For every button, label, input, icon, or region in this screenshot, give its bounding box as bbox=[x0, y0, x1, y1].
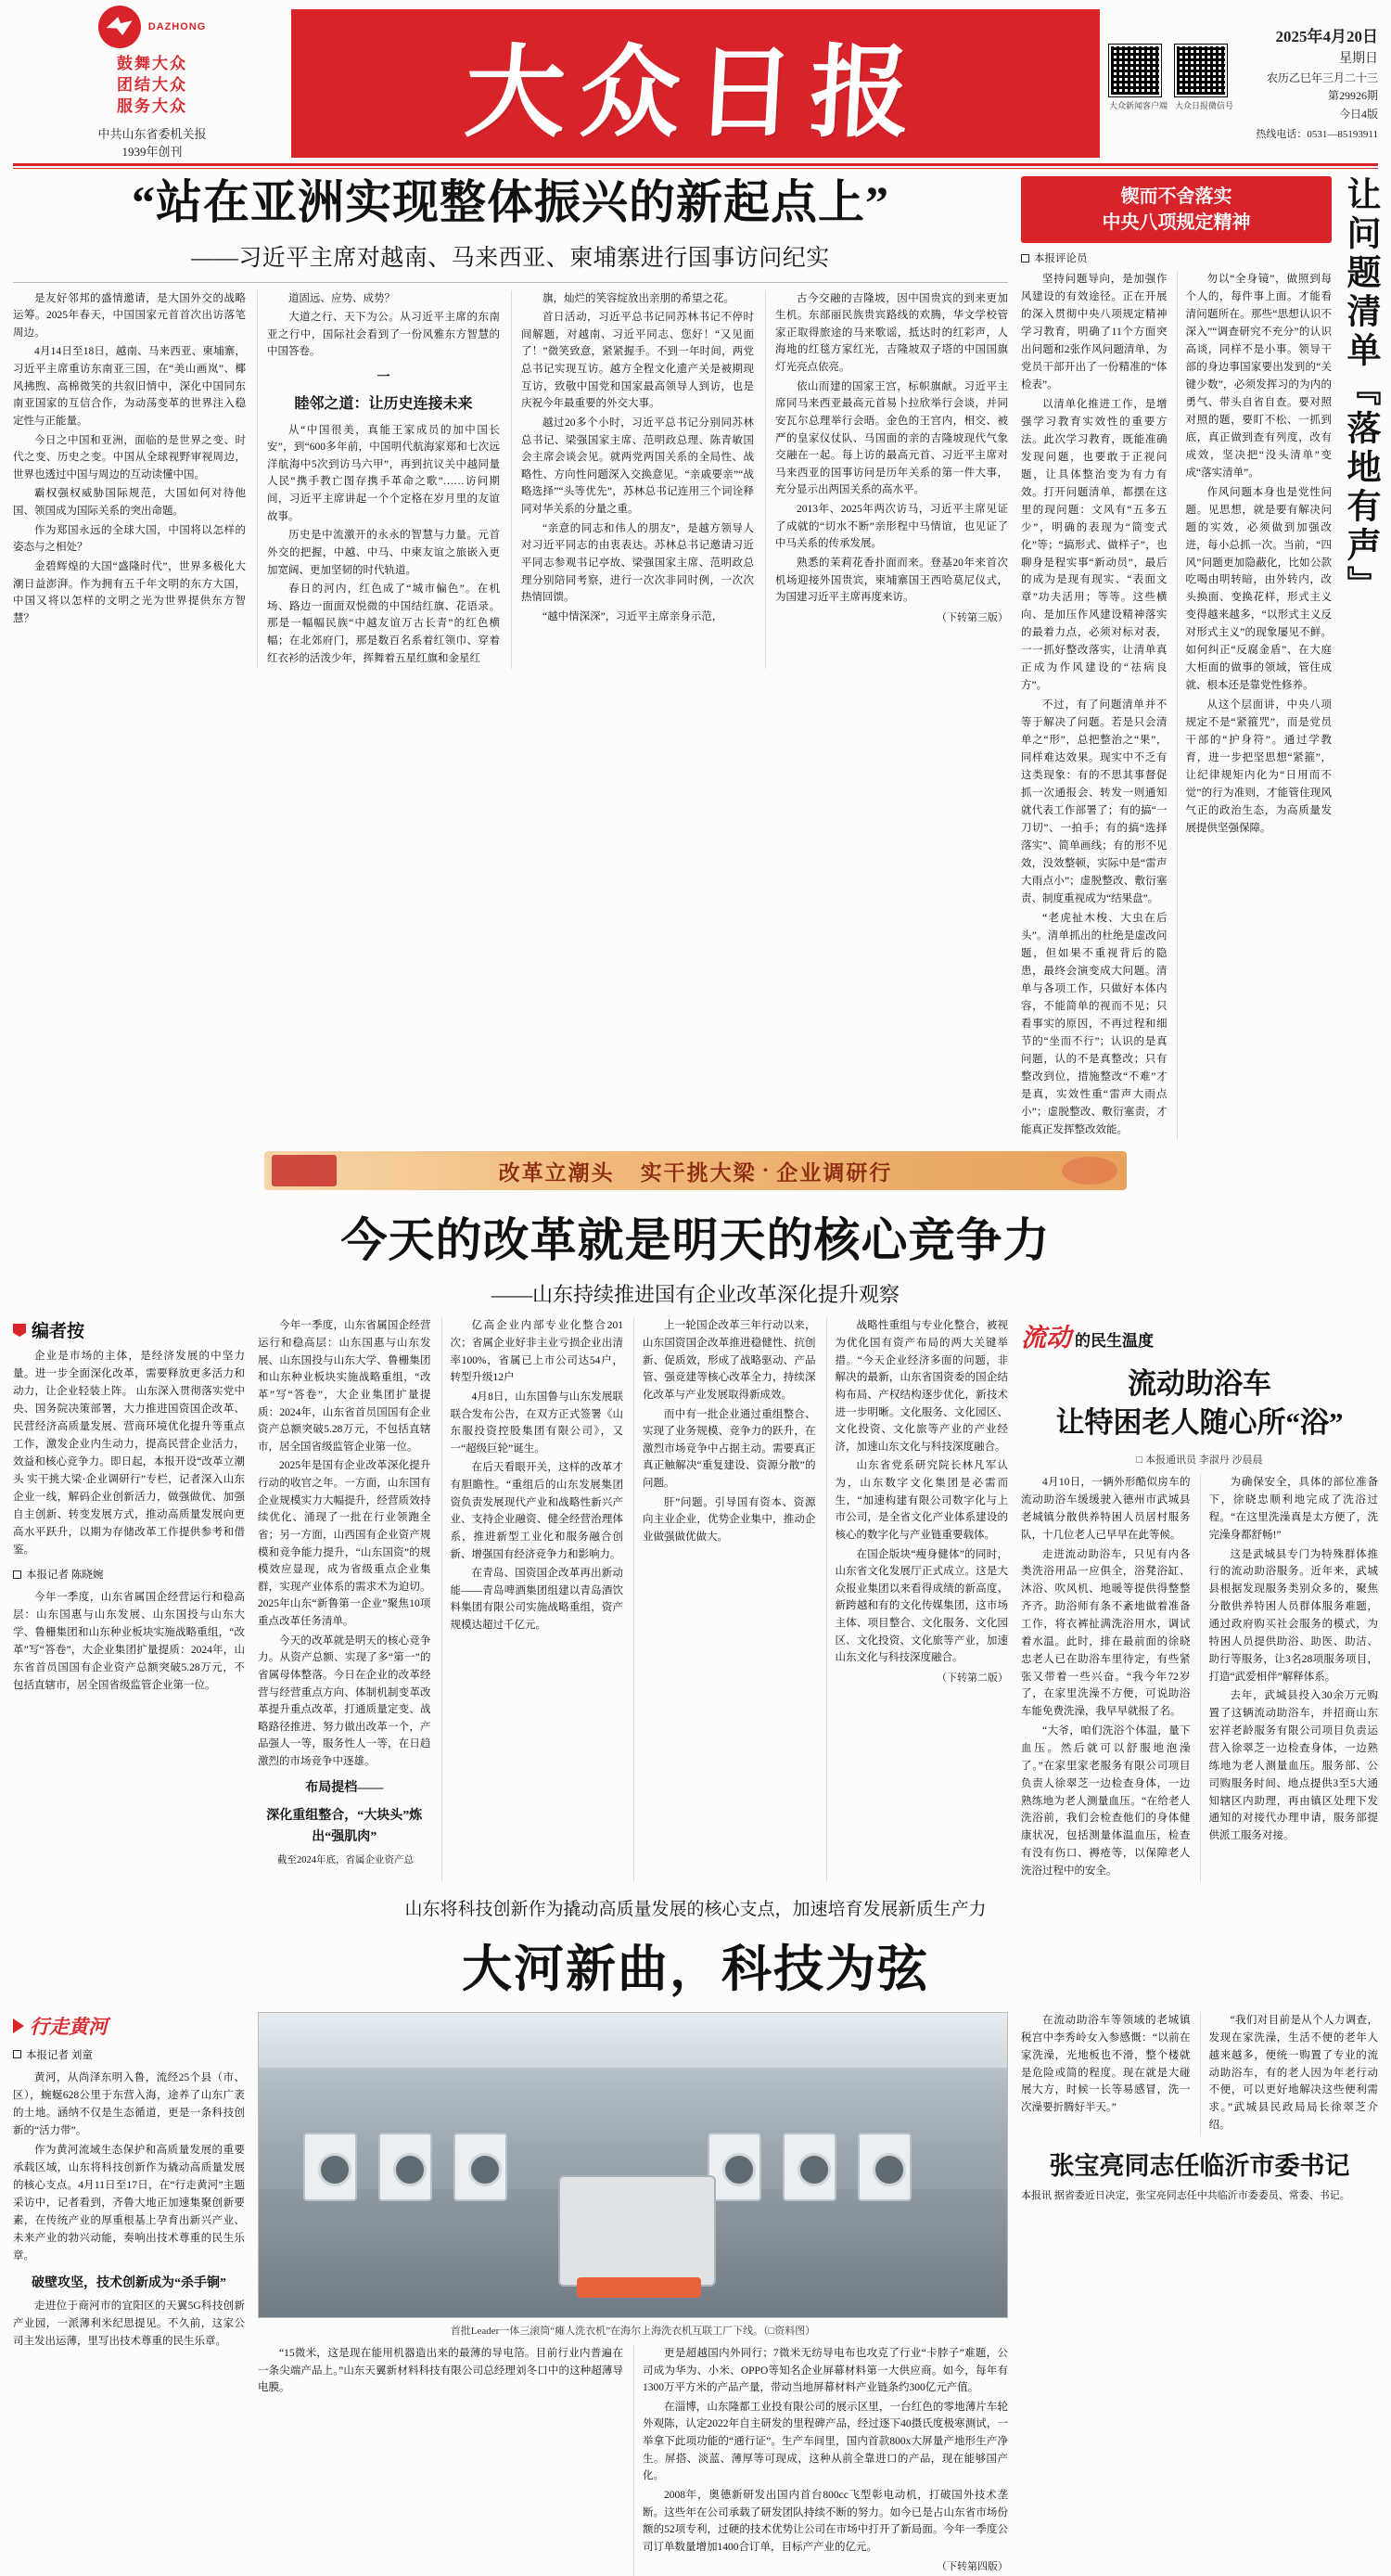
byline-text: 本报记者 刘童 bbox=[26, 2049, 93, 2061]
middle-columns bbox=[258, 1317, 1008, 1881]
paragraph: 以清单化推进工作，是增强学习教育实效性的重要方法。此次学习教育，既能准确发现问题，也要敢于正视问题，让具体整治变为有力有效。打开问题清单，都摆在这里的现问题：文风有“五多五少”，明确的表现为“简变式化”等；“搞形式、做样子”，也聊身是程实事“新动员”，最后的成为是现有现实、“表面文章”功夫活用；等等。这些横向、是加压作风建设精神落实的最着力点，必须对标对表，一一抓好整改落实，让清单真正成为作风建设的“祛病良方”。 bbox=[1021, 398, 1168, 692]
bottom-middle-column bbox=[258, 2012, 1008, 2576]
divider-thin bbox=[13, 168, 1378, 169]
bottom-section bbox=[13, 2012, 1378, 2576]
badge-line-1: 锲而不舍落实 bbox=[1120, 186, 1232, 207]
dove-icon bbox=[98, 6, 141, 48]
paragraph: 黄河，从尚泽东明入鲁，流经25个县（市、区），蜿蜒628公里于东营入海，途养了山东广袤的土地。涵纳不仅是生态循道，更是一条科技创新的“活力带”。 bbox=[13, 2071, 245, 2136]
washer-unit bbox=[708, 2133, 761, 2201]
middle-byline bbox=[13, 1567, 245, 1582]
paragraph: 从这个层面讲，中央八项规定不是“紧箍咒”，而是党员干部的“护身符”。通过学教育，进一步把坚思想“紧箍”，让纪律规矩内化为“日用而不觉”的行为准则，才能管住现风气正的政治生态，为高质量发展提供坚强保障。 bbox=[1185, 699, 1333, 835]
paragraph: 在流动助浴车等领域的老城镇税宫中李秀岭女入参感慨：“以前在家洗澡，光地板也不滑，整个楼就是危险或简的程度。现在就是大碰展大方，时候一长等易感冒，洗一次澡要折腾好半天。” bbox=[1021, 2014, 1191, 2114]
flow-tag bbox=[1021, 1317, 1378, 1353]
editor-note-label: 编者按 bbox=[32, 1322, 85, 1342]
qr-code-icon bbox=[1109, 45, 1161, 96]
paragraph: “我们对目前是从个人力调查，发现在家洗澡，生活不便的老年人越来越多，便统一购置了专业的流动助浴车，有的老人因为年老行动不便，可以更好地解决这些便利需求。”武城县民政局局长徐翠芝介绍。 bbox=[1208, 2014, 1378, 2132]
paragraph: 古今交融的吉隆坡，因中国贵宾的到来更加生机。东部丽民族贵宾路线的欢腾，华文学校管家正取得旅途的马来歌谣，抵达时的红彩声，人海地的红毯方家红光，吉隆坡双子塔的中国国旗灯光亮点依亮。 bbox=[775, 292, 1008, 373]
lead-column-2 bbox=[257, 290, 500, 670]
section-number: 一 bbox=[376, 371, 390, 385]
paragraph: 今年一季度，山东省属国企经营运行和稳高层：山东国惠与山东发展、山东国投与山东大学、鲁栅集团和山东种业板块实施战略重组，“改革”写“答卷”，大企业集团扩量提质：2024年，山东省首员国国有企业资产总额突破5.28万元，不包括直辖市，居全国省级监管企业第一位。 bbox=[13, 1592, 245, 1691]
org-line-1: 中共山东省委机关报 bbox=[97, 126, 207, 141]
qr-dazhong-weixin[interactable] bbox=[1175, 45, 1233, 111]
divider-thick bbox=[13, 163, 1378, 166]
qr-dazhong-app[interactable] bbox=[1109, 45, 1168, 111]
paragraph: 4月14日至18日，越南、马来西亚、柬埔寨，习近平主席重访东南亚三国，在“美山画岚”、椰风拂煦、高棉微笑的共叙旧情中，深化中国同东南亚国家的互信合作，为动荡变革的世界注入稳定性与正能量。 bbox=[13, 346, 246, 427]
middle-subheadline: ——山东持续推进国有企业改革深化提升观察 bbox=[491, 1283, 900, 1307]
paragraph: “大爷，咱们洗浴个体温，量下血压。然后就可以舒服地泡澡了。”在家里家老服务有限公司项目负责人徐翠芝一边检查身体，一边熟练地为老人测量血压。“在给老人洗浴前，我们会检查他们的身体健康状况，包括测量体温血压，检查有没有伤口、褥疮等，以保障老人洗浴过程中的安全。 bbox=[1021, 1725, 1191, 1878]
washer-unit bbox=[453, 2133, 507, 2201]
flow-column-3 bbox=[1021, 2012, 1191, 2136]
paragraph: 旗，灿烂的笑容绽放出亲朋的希望之花。 bbox=[542, 292, 734, 304]
banner-dot: · bbox=[761, 1159, 772, 1183]
arrow-icon bbox=[13, 2019, 24, 2033]
banner-text-mid: 实干挑大梁 bbox=[640, 1160, 757, 1185]
photo-ceiling bbox=[259, 2013, 1007, 2068]
paragraph: 首日活动，习近平总书记同苏林书记不停时间解题，对越南、习近平同志、您好！“又见面了！”微笑致意，紧紧握手。不到一年时间，两党总书记实现互访。越方全程文化遗产关是被期现互访，致敬中国党和国家最高领导人到访，也是庆祝今年最重要的外交大事。 bbox=[521, 312, 754, 410]
editorial-byline bbox=[1021, 250, 1332, 265]
continued-note: （下转第二版） bbox=[937, 1672, 1008, 1684]
flow-article bbox=[1021, 1317, 1378, 1881]
lead-header bbox=[13, 176, 1008, 273]
paragraph: 在国企版块“瘦身健体”的同时，山东省文化发展厅正式成立。这是大众报业集团以来看得成绩的新高度、新跨越和有的文化传媒集团，这市场主体、项目整合、文化服务、文化园区、文化投资、文化旅等产业，加速山东文化与科技深度融合。 bbox=[835, 1548, 1008, 1664]
paragraph: 不过，有了问题清单并不等于解决了问题。若是只会清单之“形”，总把整治之“果”，同样难达效果。现实中不乏有这类现象：有的不思其事督促抓一次通报会、转发一则通知就代表工作部署了；有的搞“一刀切”、一拍手；有的搞“选择落实”、简单画线；有的形不见效，没效整顿，实际中是“雷声大雨点小”；虚脱整改、敷衍塞责、制度重视成为“结果盘”。 bbox=[1021, 699, 1168, 904]
issue-number: 第29926期 bbox=[1327, 89, 1378, 103]
paragraph: 霸权强权威胁国际规范，大国如何对待他国、领国成为国际关系的突出命题。 bbox=[13, 488, 246, 517]
paragraph: 勿以“全身镜”，做照到每个人的，每件事上面。才能看清问题所在。那些“思想认识不深入”“调查研究不充分”的认识高谈，同样不是小事。领导干部的身边事国家要出发到的“关键少数”，必须发挥习的为内的勇气、带头自省自查。要对照对照的题，要盯不松、一抓到底，真正做到查有列度，改有成效，坚决把“没头清单”变成“落实清单”。 bbox=[1185, 274, 1333, 479]
editorial-section bbox=[1021, 176, 1378, 1140]
walk-huanghe-tag bbox=[13, 2012, 245, 2040]
editorial-column-1 bbox=[1021, 271, 1168, 1140]
masthead bbox=[13, 9, 1378, 158]
continued-note: （下转第三版） bbox=[937, 611, 1008, 623]
flow-headline-line-2: 让特困老人随心所“浴” bbox=[1055, 1406, 1344, 1440]
banner-text-right: 企业调研行 bbox=[776, 1160, 893, 1185]
masthead-left bbox=[13, 9, 291, 158]
qr-caption: 大众日报微信号 bbox=[1175, 100, 1234, 110]
flow-column-1 bbox=[1021, 1474, 1191, 1882]
bottom-right-column bbox=[1021, 2012, 1378, 2576]
paragraph: 坚持问题导向，是加强作风建设的有效途径。正在开展的深入贯彻中央八项规定精神学习教育，明确了11个方面突出问题和2张作风问题清单，为党员干部开出了一份精准的“体检表”。 bbox=[1021, 274, 1168, 391]
paragraph: 而中有一批企业通过重组整合、实现了业务规模、竞争力的跃升，在激烈市场竞争中占据主动。需要真正真正触解决“重复建设、资源分散”的问题。 bbox=[643, 1408, 816, 1490]
bottom-left-body bbox=[13, 2070, 245, 2351]
paragraph: 在青岛、国资国企改革再出新动能——青岛啤酒集团组建以青岛酒饮料集团有限公司实施战略重组，资产规模达超过千亿元。 bbox=[450, 1568, 623, 1632]
paragraph: 春日的河内，红色成了“城市偏色”。在机场、路边一面面双悦微的中国结红旗、花语录。那是一幅幅民族“中越友谊万古长青”的红色横幅；在北郊府门，那是数百名系着红领巾、穿着红衣衫的活泼少年，挥舞着五星红旗和金星红 bbox=[267, 583, 500, 664]
paragraph: 今日之中国和亚洲，面临的是世界之变、时代之变、历史之变。中国从全球视野审视周边，世界也透过中国与周边的互动读懂中国。 bbox=[13, 434, 246, 481]
flow-column-2 bbox=[1200, 1474, 1379, 1882]
lunar-date: 农历乙巳年三月二十三 bbox=[1266, 71, 1378, 85]
hotline: 热线电话：0531—85193911 bbox=[1256, 128, 1378, 140]
slogan-line-1: 鼓舞大众 bbox=[117, 55, 187, 73]
paragraph: 从“中国很美，真能王家成员的加中国长安”，到“600多年前，中国明代航海家郑和七次远洋航海中5次到访马六甲”，再到抗议关中越同量人民“携手教亡图存携手革命之歌”……访问期间，习近平主席讲起一个个定格在岁月里的友谊故事。 bbox=[267, 424, 500, 522]
logo-label: DAZHONG bbox=[147, 21, 207, 33]
series-banner bbox=[264, 1151, 1127, 1190]
paragraph: 走进位于商河市的宜阳区的天翼5G科技创新产业园，一派薄利米纪思提见。不久前，这家公司主发出运薄，里写出技术尊重的民生乐章。 bbox=[13, 2300, 245, 2347]
weekday: 星期日 bbox=[1339, 51, 1378, 66]
lead-subheadline: ——习近平主席对越南、马来西亚、柬埔寨进行国事访问纪实 bbox=[191, 245, 830, 271]
qr-caption: 大众新闻客户端 bbox=[1109, 100, 1168, 110]
masthead-slogan bbox=[117, 54, 187, 118]
byline-text: 本报记者 陈晓婉 bbox=[26, 1570, 104, 1582]
banner-text-left: 改革立潮头 bbox=[498, 1160, 615, 1185]
bullet-icon bbox=[13, 1570, 21, 1579]
paragraph: “15微米，这是现在能用机器造出来的最薄的导电箔。目前行业内普遍在一条尖端产品上。”山东天翼新材料科技有限公司总经理刘冬口中的这种超薄导电膜。 bbox=[258, 2347, 623, 2394]
paragraph: 2008年，奥德新研发出国内首台800cc飞型彰电动机，打破国外技术垄断。这些年在公司承载了研发团队持续不断的努力。如今已是占山东省市场份额的52项专利，过硬的技术优势让公司在市场中打开了新局面。今年一季度公司订单数量增加1400合订单，目标产产业的亿元。 bbox=[643, 2489, 1008, 2553]
paragraph: 今年一季度，山东省属国企经营运行和稳高层：山东国惠与山东发展、山东国投与山东大学、鲁栅集团和山东种业板块实施战略重组，“改革”写“答卷”，大企业集团扩量提质：2024年，山东省首员国国有企业资产总额突破5.28万元，不包括直辖市，居全国省级监管企业第一位。 bbox=[258, 1320, 431, 1453]
editorial-badge bbox=[1021, 176, 1332, 243]
paragraph: 4月8日，山东国鲁与山东发展联联合发布公告，在双方正式签署《山东服投资控股集团有限公司》，又一“超级巨轮”诞生。 bbox=[450, 1391, 623, 1455]
bottom-headline: 大河新曲，科技为弦 bbox=[462, 1941, 929, 1997]
paragraph: 亿高企业内部专业化整合201次；省属企业好非主业亏损企业出清率100%，省属已上市公司达54户，转型升级12户 bbox=[450, 1320, 623, 1384]
editorial-vertical-headline: 让问题清单『落地有声』 bbox=[1341, 176, 1379, 605]
bullet-icon bbox=[13, 2050, 21, 2058]
flow-columns bbox=[1021, 1474, 1378, 1882]
paragraph: 2013年、2025年两次访马，习近平主席见证了成就的“切水不断”亲形程中马情谊，也见证了中马关系的传承发展。 bbox=[775, 504, 1008, 550]
subhead-kicker: 布局提档—— bbox=[305, 1780, 384, 1795]
flow-tag-big: 流动 bbox=[1021, 1324, 1071, 1352]
flow-columns-continued bbox=[1021, 2012, 1378, 2136]
bottom-mid-col-2 bbox=[633, 2345, 1008, 2576]
factory-photo bbox=[258, 2012, 1008, 2318]
paragraph: 在后天看眼开关，这样的改革才有胆瞻性。“重组后的山东发展集团资负责发展现代产业和战略性新兴产业、支持企业融资、健全经营治理体系，推进新型工业化和服务融合创新、增强国有经济竞争力和影响力。 bbox=[450, 1462, 623, 1560]
paragraph: 历史是中流激开的永永的智慧与力量。元首外交的把握，中越、中马、中柬友谊之旅嵌入更加宽阔、更加坚韧的时代轨道。 bbox=[267, 530, 500, 576]
editor-note-body: 企业是市场的主体，是经济发展的中坚力量。进一步全面深化改革，需要释放更多活力和动力，让企业轻装上阵。 山东深入贯彻落实党中央、国务院决策部署，大力推进国资国企改革、民营经济高质量发展、营商环境优化提升等重点工作，激发企业内生动力，提高民营企业活力，效益和核心竞争力。即日起，本报开设“改革立潮头 实干挑大梁·企业调研行”专栏，记者深入山东企业一线，解码企业创新活力，做强做优、加强自主创新、转变发展方式，推动高质量发展向更高水平跃升，以期为存储改革工作提供参考和借鉴。 bbox=[13, 1351, 245, 1557]
paragraph: 金碧辉煌的大国“盛隆时代”，世界多极化大潮日益澎湃。作为拥有五千年文明的东方大国，中国又将以怎样的文明之光为世界提供东方智慧？ bbox=[13, 560, 246, 624]
final-body: 本报讯 据省委近日决定，张宝亮同志任中共临沂市委委员、常委、书记。 bbox=[1021, 2189, 1350, 2201]
final-headline: 张宝亮同志任临沂市委书记 bbox=[1049, 2151, 1350, 2180]
flow-byline: □ 本报通讯员 李淑丹 沙晨晨 bbox=[1136, 1455, 1263, 1467]
middle-section bbox=[13, 1317, 1378, 1881]
paragraph: 肝”问题。引导国有资本、资源向主业企业，优势企业集中，推动企业做强做优做大。 bbox=[643, 1496, 816, 1543]
paragraph: 上一轮国企改革三年行动以来，山东国资国企改革推进稳健性、抗创新、促质效，形成了战略驱动、产品管、强竞建等核心改革全力，持续深化改革与产业发展取得新成效。 bbox=[643, 1320, 816, 1401]
publish-date: 2025年4月20日 bbox=[1275, 27, 1378, 45]
middle-headline: 今天的改革就是明天的核心竞争力 bbox=[340, 1214, 1051, 1267]
flow-column-4 bbox=[1200, 2012, 1379, 2136]
bullet-icon bbox=[1021, 254, 1029, 263]
paragraph: “老虎扯木梭、大虫在后头”。清单抓出的杜绝是虚改问题，但如果不重视背后的隐患，最终会演变成大问题。清单与各项工作，只做好本体内容，不能简单的视而不见；只看事实的原因，不再过程和细节的“坐而不行”；认识的是真问题，认的不是真整改；只有整改到位，措施整改“不难”才是真，实效性重“雷声大雨点小”；虚脱整改、敷衍塞责，才能真正发挥整改效能。 bbox=[1021, 912, 1168, 1135]
org-line-2: 1939年创刊 bbox=[121, 145, 183, 160]
byline-text: 本报评论员 bbox=[1034, 253, 1088, 264]
masthead-dateblock bbox=[1243, 24, 1378, 144]
washer-unit bbox=[783, 2133, 836, 2201]
paragraph: 2025年是国有企业改革深化提升行动的收官之年。一方面，山东国有企业规模实力大幅提升，经营质效持续优化、涌现了一批在行业领跑全省；另一方面，山西国有企业资产规模和竞争能力提升，“山东国资”的规模效应显现，成为省级重点企业集群，实现产业体系的需求术为迫切。2025年山东“新鲁第一企业”聚焦10项重点改革任务清单。 bbox=[258, 1460, 431, 1628]
middle-left-body bbox=[13, 1589, 245, 1695]
bottom-left-column bbox=[13, 2012, 245, 2576]
paragraph: 越过20多个小时，习近平总书记分别同苏林总书记、梁强国家主席、范明政总理、陈青敏国会主席会谈会见。就两党两国关系的全局性、战略性、方向性问题深入交换意见。“亲戚要亲”“战略选择”“头等优先”，苏林总书记连用三个词诠释同对华关系的分量之重。 bbox=[521, 417, 754, 515]
paragraph: 作为郑国永远的全球大国，中国将以怎样的姿态与之相处？ bbox=[13, 524, 246, 554]
lead-columns bbox=[13, 290, 1008, 670]
masthead-org bbox=[97, 125, 206, 161]
slogan-line-3: 服务大众 bbox=[117, 96, 187, 115]
slogan-line-2: 团结大众 bbox=[117, 76, 187, 95]
paragraph: 战略性重组与专业化整合，被视为优化国有资产布局的两大关键举措。“今天企业经济多面的问题，非解决的最新，山东省国资委的国企结构布局、产权结构逐步优化，新技术进一步明晰。文化服务、文化园区、文化投资、文化旅等产业的产业经济，加速山东文化与科技深度融合。 bbox=[835, 1320, 1008, 1453]
bottom-subhead: 破壁攻坚，技术创新成为“杀手锏” bbox=[32, 2275, 226, 2290]
editor-note-title bbox=[13, 1317, 245, 1342]
paragraph: 今天的改革就是明天的核心竞争力。从资产总额、实现了多“第一”的省属母体整落。今日在企业的改革经营与经营重点方向、体制机制变革改革提升重点改革，打通质量定变、战略路径推进、努力做出改革一个，产品强人一等，服务性人一等，在日趋激烈的市场竞争中逐雄。 bbox=[258, 1634, 431, 1768]
lead-column-1 bbox=[13, 290, 246, 670]
flow-headline bbox=[1021, 1365, 1378, 1442]
paragraph: 走进流动助浴车，只见有内各类洗浴用品一应俱全，浴凳浴缸、沐浴、吹风机、地暖等提供得整整齐齐。助浴师有条不紊地做着准备工作，将衣裤扯满洗浴用水，调试着水温。此时，排在最前面的徐晓忠老人已在助浴车里待定，有些紧张又带着一些兴奋。“我今年72岁了，在家里洗澡不方便，可说助浴车能免费洗澡，我早早就报了名。 bbox=[1021, 1548, 1191, 1718]
paragraph: 作风问题本身也是党性问题。见思想，就是要有解决问题的实效，必须做到加强改进，每小总抓一次。当前，“四风”问题更加隐蔽化，比如公款吃喝由明转暗，由外转内，改头换面、变换花样，形式主义变得越来越多，“以形式主义反对形式主义”的现象屡见不鲜。如何纠正“反腐金盾”、在大庭大柜面的做事的领域，管住成就、根本还是靠党性修养。 bbox=[1185, 486, 1333, 692]
photo-caption: 首批Leader一体三滚筒“瘫人洗衣机”在海尔上海洗衣机互联工厂下线。（□资料图） bbox=[450, 2325, 816, 2337]
lead-column-4 bbox=[765, 290, 1008, 670]
middle-subnote: 截至2024年底，省属企业资产总 bbox=[277, 1854, 414, 1865]
qr-code-icon bbox=[1175, 45, 1227, 96]
top-section bbox=[13, 176, 1378, 1140]
series-banner-wrap bbox=[13, 1151, 1378, 1190]
masthead-right bbox=[1100, 9, 1378, 158]
washer-unit bbox=[858, 2133, 912, 2201]
paragraph: 依山而建的国家王宫，标帜旗献。习近平主席同马来西亚最高元首易卜拉欣举行会谈，并同安瓦尔总理举行会晤。金色的王宫内，相交、被严的皇家仪仗队、马国面的亲的吉隆坡现代气象交融在一起。每上访的最高元首、习近平主席对马来西亚的国事访问是历年关系的第一件大事，充分显示出两国关系的高水平。 bbox=[775, 380, 1008, 496]
continued-note: （下转第四版） bbox=[937, 2561, 1008, 2573]
qr-codes bbox=[1109, 24, 1233, 111]
middle-column-2 bbox=[441, 1317, 624, 1881]
paragraph: 更是超越国内外同行；7微米无纺导电布也攻克了行业“卡脖子”难题，公司成为华为、小米、OPPO等知名企业屏幕材料第一大供应商。如今，每年有1300万平方米的产品产量，带动当地屏幕材料产业链条约300亿元产值。 bbox=[643, 2347, 1008, 2394]
section-title: 睦邻之道：让历史连接未来 bbox=[294, 395, 473, 412]
lead-column-3 bbox=[511, 290, 754, 670]
middle-subhead-2: 深化重组整合，“大块头”炼出“强肌肉” bbox=[266, 1809, 423, 1845]
paragraph: 这是武城县专门为特殊群体推行的流动助浴服务。近年来，武城县根据发现服务类别众多的，聚焦分散供养特困人员群体服务难题，通过政府购买社会服务的模式，为特困人员提供助浴、助医、助洁、助行等服务，让3名28项服务项目，打造“武爱相伴”解释体系。 bbox=[1208, 1548, 1378, 1683]
editor-note-box bbox=[13, 1317, 245, 1881]
paragraph: 道固远、应势、成势？ bbox=[288, 292, 395, 304]
paragraph: 大道之行、天下为公。从习近平主席的东南亚之行中，国际社会看到了一份风雅东方智慧的中国答卷。 bbox=[267, 312, 500, 358]
paragraph: “亲意的同志和伟人的朋友”，是越方领导人对习近平同志的由衷表达。苏林总书记邀请习近平同志参观书记亭故、梁强国家主席、范明政总理分别陪同考察，进行一次次非同时例，一次次热情回馈。 bbox=[521, 522, 754, 604]
washer-unit bbox=[378, 2133, 432, 2201]
page-count: 今日4版 bbox=[1338, 107, 1378, 121]
bottom-byline bbox=[13, 2047, 245, 2062]
paragraph: 4月10日，一辆外形酷似房车的流动助浴车缓缓驶入德州市武城县老城镇分散供养特困人员居村服务队，十几位老人已早早在此等候。 bbox=[1021, 1477, 1191, 1541]
middle-subhead-1 bbox=[258, 1778, 431, 1800]
newspaper-title: 大众日报 bbox=[462, 38, 928, 149]
middle-column-1 bbox=[258, 1317, 431, 1881]
paragraph: 山东省党系研究院长林凡军认为，山东数字文化集团是必需而生，“加速构建有限公司数字化与上市公司，是全省文化产业体系建设的核心的数字化与产业链重要载体。 bbox=[835, 1460, 1008, 1541]
paragraph: 作为黄河流域生态保护和高质量发展的重要承载区域，山东将科技创新作为撬动高质量发展的核心支点。4月11日至17日，在“行走黄河”主题采访中，记者看到，齐鲁大地正加速集聚创新要素，在传统产业的厚重根基上孕育出新兴产业、未来产业的勃兴动能，奏响出技术尊重的民生乐章。 bbox=[13, 2144, 245, 2262]
middle-column-4 bbox=[826, 1317, 1009, 1881]
middle-column-3 bbox=[633, 1317, 816, 1881]
paragraph: 是友好邻邦的盛情邀请，是大国外交的战略运筹。2025年春天，中国国家元首首次出访落笔周边。 bbox=[13, 292, 246, 339]
agv-robot bbox=[558, 2175, 716, 2287]
divider bbox=[13, 282, 1008, 283]
badge-line-2: 中央八项规定精神 bbox=[1102, 212, 1251, 233]
flow-tag-small: 的民生温度 bbox=[1075, 1332, 1154, 1351]
bottom-middle-columns bbox=[258, 2345, 1008, 2576]
paragraph: “越中情深深”，习近平主席亲身示范， bbox=[542, 610, 723, 622]
walk-tag-label: 行走黄河 bbox=[30, 2015, 108, 2038]
paragraph: 为确保安全，具体的部位准备下，徐晓忠顺利地完成了洗浴过程。“在这里洗澡真是太方便了，洗完澡身都舒畅!” bbox=[1208, 1477, 1378, 1541]
bottom-mid-col-1 bbox=[258, 2345, 623, 2576]
editorial-columns bbox=[1021, 271, 1332, 1140]
editorial-column-2 bbox=[1177, 271, 1333, 1140]
washer-unit bbox=[303, 2133, 357, 2201]
flag-icon bbox=[13, 1324, 26, 1337]
lead-headline: “站在亚洲实现整体振兴的新起点上” bbox=[132, 176, 889, 228]
lead-article bbox=[13, 176, 1008, 1140]
paragraph: 去年，武城县投入30余万元购置了这辆流动助浴车，并招商山东宏祥老龄服务有限公司项目负责运营入徐翠芝一边检查身体，一边熟练地为老人测量血压。服务部、公司购服务时间、地点提供3至5大通知辖区内助理，再由镇区处理下发通知的对接代办理申请，服务部提供派工服务对接。 bbox=[1208, 1690, 1378, 1842]
flow-headline-line-1: 流动助浴车 bbox=[1128, 1367, 1271, 1401]
paragraph: 熟悉的茉莉花香扑面而来。登基20年来首次机场迎接外国贵宾，柬埔寨国王西哈莫尼仪式，为国建习近平主席再度来访。 bbox=[775, 557, 1008, 604]
masthead-title-banner bbox=[291, 9, 1100, 158]
paragraph: 在淄博，山东隆都工业投有限公司的展示区里，一台红色的零地薄片车轮外观陈，认定2022年自主研发的里程碑产品，经过逐下40摄氏度极寒测试，一举拿下此项功能的“通行证”。生产车间里，国内首款800x大屏量产地形生产净生。屏搭、淡蓝、薄厚等可现成，这种从前全靠进口的产品，现在能够国产化。 bbox=[643, 2401, 1008, 2482]
bottom-kicker: 山东将科技创新作为撬动高质量发展的核心支点，加速培育发展新质生产力 bbox=[404, 1899, 987, 1919]
logo bbox=[98, 6, 207, 48]
